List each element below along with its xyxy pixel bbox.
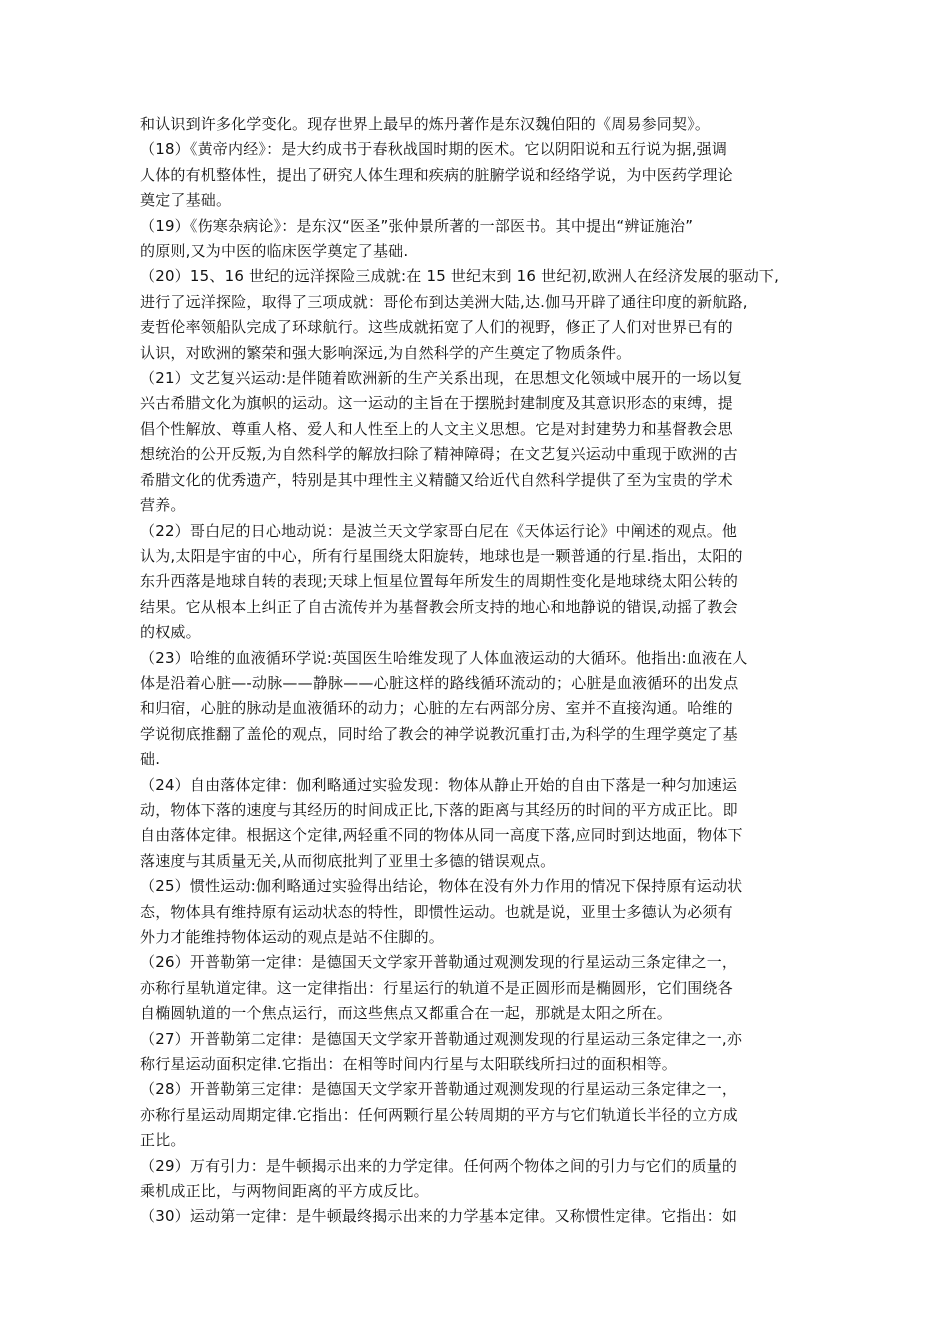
paragraph-19-shanghan: [140, 214, 812, 265]
text-line: 态，物体具有维持原有运动状态的特性，即惯性运动。也就是说，亚里士多德认为必须有: [140, 902, 733, 921]
text-line: （25）惯性运动:伽利略通过实验得出结论，物体在没有外力作用的情况下保持原有运动状: [140, 877, 743, 896]
text-line: （24）自由落体定律：伽利略通过实验发现：物体从静止开始的自由下落是一种匀加速运: [140, 775, 738, 794]
paragraph-23-harvey: [140, 646, 812, 773]
paragraph-28-kepler-third: [140, 1077, 812, 1153]
text-line: 称行星运动面积定律.它指出：在相等时间内行星与太阳联线所扫过的面积相等。: [140, 1055, 677, 1074]
text-line: （27）开普勒第二定律：是德国天文学家开普勒通过观测发现的行星运动三条定律之一,亦: [140, 1029, 743, 1048]
paragraph-25-inertia: [140, 874, 812, 950]
text-line: （28）开普勒第三定律：是德国天文学家开普勒通过观测发现的行星运动三条定律之一，: [140, 1080, 738, 1099]
text-line: （26）开普勒第一定律：是德国天文学家开普勒通过观测发现的行星运动三条定律之一，: [140, 953, 738, 972]
paragraph-18-huangdi-neijing: [140, 137, 812, 213]
text-line: 进行了远洋探险，取得了三项成就：哥伦布到达美洲大陆,达.伽马开辟了通往印度的新航路,: [140, 292, 748, 311]
text-line: 营养。: [140, 496, 186, 515]
text-line: 学说彻底推翻了盖伦的观点，同时给了教会的神学说教沉重打击,为科学的生理学奠定了基: [140, 724, 738, 743]
paragraph-29-gravitation: [140, 1154, 812, 1205]
text-line: （21）文艺复兴运动:是伴随着欧洲新的生产关系出现，在思想文化领域中展开的一场以复: [140, 369, 743, 388]
text-line: 正比。: [140, 1131, 186, 1150]
text-line: 落速度与其质量无关,从而彻底批判了亚里士多德的错误观点。: [140, 851, 556, 870]
text-line: 础.: [140, 750, 161, 769]
paragraph-30-first-law: [140, 1204, 812, 1229]
text-line: （18）《黄帝内经》：是大约成书于春秋战国时期的医术。它以阴阳说和五行说为据,强调: [140, 140, 728, 159]
paragraph-22-copernicus: [140, 519, 812, 646]
text-line: 认识，对欧洲的繁荣和强大影响深远,为自然科学的产生奠定了物质条件。: [140, 343, 632, 362]
text-line: 乘机成正比，与两物间距离的平方成反比。: [140, 1182, 429, 1201]
document-body: [140, 112, 812, 1230]
paragraph-20-exploration: [140, 264, 812, 366]
text-line: 外力才能维持物体运动的观点是站不住脚的。: [140, 928, 445, 946]
text-line: 的原则,又为中医的临床医学奠定了基础.: [140, 242, 409, 261]
paragraph-24-free-fall: [140, 773, 812, 875]
text-line: 东升西落是地球自转的表现;天球上恒星位置每年所发生的周期性变化是地球绕太阳公转的: [140, 572, 739, 591]
text-line: 认为,太阳是宇宙的中心，所有行星围绕太阳旋转，地球也是一颗普通的行星.指出，太阳的: [140, 546, 743, 565]
text-line: 自由落体定律。根据这个定律,两轻重不同的物体从同一高度下落,应同时到达地面，物体下: [140, 826, 743, 845]
text-line: 倡个性解放、尊重人格、爱人和人性至上的人文主义思想。它是对封建势力和基督教会思: [140, 419, 733, 438]
text-line: （22）哥白尼的日心地动说：是波兰天文学家哥白尼在《天体运行论》中阐述的观点。他: [140, 521, 738, 540]
text-line: （19）《伤寒杂病论》：是东汉“医圣”张仲景所著的一部医书。其中提出“辨证施治”: [140, 216, 694, 235]
text-line: 想统治的公开反叛,为自然科学的解放扫除了精神障碍；在文艺复兴运动中重现于欧洲的古: [140, 445, 738, 464]
text-line: 自椭圆轨道的一个焦点运行，而这些焦点又都重合在一起，那就是太阳之所在。: [140, 1004, 673, 1023]
text-line: 麦哲伦率领船队完成了环球航行。这些成就拓宽了人们的视野，修正了人们对世界已有的: [140, 318, 733, 337]
text-line: （30）运动第一定律：是牛顿最终揭示出来的力学基本定律。又称惯性定律。它指出：如: [140, 1207, 738, 1226]
text-line: 的权威。: [140, 623, 201, 642]
text-line: （29）万有引力：是牛顿揭示出来的力学定律。任何两个物体之间的引力与它们的质量的: [140, 1156, 738, 1175]
paragraph-21-renaissance: [140, 366, 812, 518]
text-line: 和认识到许多化学变化。现存世界上最早的炼丹著作是东汉魏伯阳的《周易参同契》。: [140, 115, 711, 133]
text-line: 亦称行星轨道定律。这一定律指出：行星运行的轨道不是正圆形而是椭圆形，它们围绕各: [140, 978, 733, 997]
text-line: 兴古希腊文化为旗帜的运动。这一运动的主旨在于摆脱封建制度及其意识形态的束缚，提: [140, 394, 733, 413]
text-line: 亦称行星运动周期定律.它指出：任何两颗行星公转周期的平方与它们轨道长半径的立方成: [140, 1105, 738, 1124]
paragraph-17-continued: [140, 112, 812, 137]
text-line: 奠定了基础。: [140, 191, 232, 210]
paragraph-26-kepler-first: [140, 950, 812, 1026]
text-line: 动，物体下落的速度与其经历的时间成正比,下落的距离与其经历的时间的平方成正比。即: [140, 800, 738, 819]
text-line: 结果。它从根本上纠正了自古流传并为基督教会所支持的地心和地静说的错误,动摇了教会: [140, 597, 738, 616]
text-line: 体是沿着心脏—-动脉——静脉——心脏这样的路线循环流动的；心脏是血液循环的出发点: [140, 673, 739, 692]
text-line: 希腊文化的优秀遗产，特别是其中理性主义精髓又给近代自然科学提供了至为宝贵的学术: [140, 470, 733, 489]
text-line: 和归宿，心脏的脉动是血液循环的动力；心脏的左右两部分房、室并不直接沟通。哈维的: [140, 699, 733, 718]
text-line: 人体的有机整体性，提出了研究人体生理和疾病的脏腑学说和经络学说，为中医药学理论: [140, 165, 733, 184]
text-line: （23）哈维的血液循环学说:英国医生哈维发现了人体血液运动的大循环。他指出:血液在人: [140, 648, 748, 667]
paragraph-27-kepler-second: [140, 1027, 812, 1078]
text-line: （20）15、16 世纪的远洋探险三成就:在 15 世纪末到 16 世纪初,欧洲人在经济发展的驱动下,: [140, 267, 780, 286]
